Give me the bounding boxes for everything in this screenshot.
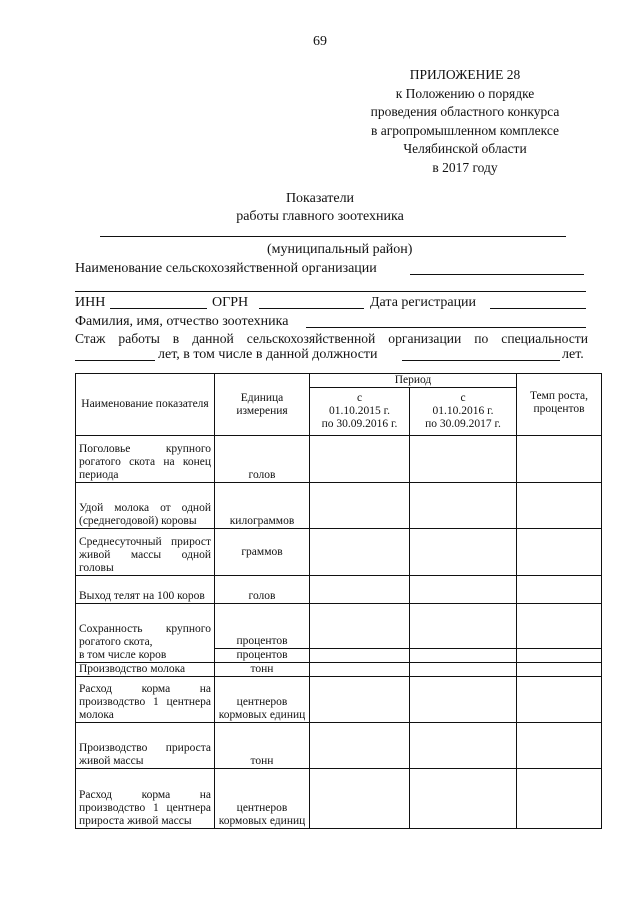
header-unit: Единица измерения	[215, 374, 310, 436]
value-cell[interactable]	[410, 436, 517, 483]
value-cell[interactable]	[410, 529, 517, 576]
row-unit: центнеров кормовых единиц	[215, 677, 310, 723]
title-line: Показатели	[285, 191, 355, 206]
value-cell[interactable]	[517, 663, 602, 677]
value-cell[interactable]	[517, 604, 602, 649]
value-cell[interactable]	[310, 483, 410, 529]
header-period: Период	[310, 374, 517, 388]
experience-end-label: лет.	[562, 347, 584, 362]
table-row	[76, 769, 602, 829]
table-row	[76, 649, 602, 663]
row-unit: центнеров кормовых единиц	[215, 769, 310, 829]
header-growth: Темп роста, процентов	[517, 374, 602, 436]
municipal-label: (муниципальный район)	[267, 242, 413, 257]
table-row	[76, 604, 602, 649]
appendix-block	[340, 66, 590, 177]
table-row	[76, 576, 602, 604]
value-cell[interactable]	[517, 769, 602, 829]
org-name-field-line2[interactable]	[75, 291, 586, 292]
row-name: Производство прироста живой массы	[76, 723, 215, 769]
value-cell[interactable]	[517, 529, 602, 576]
value-cell[interactable]	[517, 436, 602, 483]
row-name: Сохранность крупного рогатого скота,	[76, 604, 215, 649]
registration-date-label: Дата регистрации	[370, 295, 477, 310]
row-name: Расход корма на производство 1 центнера молока	[76, 677, 215, 723]
value-cell[interactable]	[410, 723, 517, 769]
municipal-blank-line[interactable]	[100, 236, 566, 237]
table-row	[76, 529, 602, 576]
appendix-line: ПРИЛОЖЕНИЕ 28	[409, 67, 521, 82]
header-period-2: с 01.10.2016 г. по 30.09.2017 г.	[410, 388, 517, 436]
appendix-line: к Положению о порядке	[395, 85, 535, 101]
table-row	[76, 677, 602, 723]
value-cell[interactable]	[517, 677, 602, 723]
value-cell[interactable]	[410, 576, 517, 604]
zootechnician-name-label: Фамилия, имя, отчество зоотехника	[75, 314, 289, 329]
indicators-table	[75, 373, 602, 829]
value-cell[interactable]	[310, 604, 410, 649]
value-cell[interactable]	[310, 723, 410, 769]
table-row	[76, 723, 602, 769]
row-name: Расход корма на производство 1 центнера прироста живой массы	[76, 769, 215, 829]
value-cell[interactable]	[310, 436, 410, 483]
value-cell[interactable]	[410, 604, 517, 649]
value-cell[interactable]	[517, 483, 602, 529]
row-unit: тонн	[215, 663, 310, 677]
appendix-line: в 2017 году	[432, 159, 498, 175]
appendix-line: Челябинской области	[403, 141, 527, 156]
org-name-label: Наименование сельскохозяйственной организации	[75, 261, 377, 276]
inn-field[interactable]	[110, 308, 207, 309]
table-row	[76, 663, 602, 677]
value-cell[interactable]	[310, 677, 410, 723]
value-cell[interactable]	[310, 649, 410, 663]
table-row	[76, 483, 602, 529]
value-cell[interactable]	[410, 483, 517, 529]
row-unit: процентов	[215, 604, 310, 649]
experience-position-field[interactable]	[402, 360, 560, 361]
value-cell[interactable]	[517, 723, 602, 769]
appendix-line: в агропромышленном комплексе	[370, 122, 560, 138]
value-cell[interactable]	[310, 663, 410, 677]
value-cell[interactable]	[410, 677, 517, 723]
value-cell[interactable]	[310, 769, 410, 829]
row-name: в том числе коров	[76, 649, 215, 663]
value-cell[interactable]	[517, 576, 602, 604]
value-cell[interactable]	[310, 576, 410, 604]
header-period-1: с 01.10.2015 г. по 30.09.2016 г.	[310, 388, 410, 436]
row-unit: тонн	[215, 723, 310, 769]
inn-label: ИНН	[75, 295, 106, 310]
experience-label: Стаж работы в данной сельскохозяйственной организации по специальности	[75, 331, 588, 346]
org-name-field[interactable]	[410, 274, 584, 275]
row-name: Выход телят на 100 коров	[76, 576, 215, 604]
document-title	[0, 190, 640, 226]
experience-years-label: лет, в том числе в данной должности	[158, 347, 378, 362]
value-cell[interactable]	[517, 649, 602, 663]
row-unit: граммов	[215, 529, 310, 576]
row-name: Среднесуточный прирост живой массы одной головы	[76, 529, 215, 576]
row-name: Удой молока от одной (среднегодовой) коровы	[76, 483, 215, 529]
value-cell[interactable]	[310, 529, 410, 576]
row-name: Производство молока	[76, 663, 215, 677]
page-number: 69	[313, 34, 327, 49]
registration-date-field[interactable]	[490, 308, 586, 309]
value-cell[interactable]	[410, 769, 517, 829]
row-unit: килограммов	[215, 483, 310, 529]
row-name: Поголовье крупного рогатого скота на конец периода	[76, 436, 215, 483]
appendix-line: проведения областного конкурса	[370, 104, 560, 119]
ogrn-label: ОГРН	[212, 295, 249, 310]
ogrn-field[interactable]	[259, 308, 364, 309]
row-unit: голов	[215, 436, 310, 483]
title-line: работы главного зоотехника	[236, 209, 404, 224]
row-unit: процентов	[215, 649, 310, 663]
header-name: Наименование показателя	[76, 374, 215, 436]
value-cell[interactable]	[410, 649, 517, 663]
experience-years-field[interactable]	[75, 360, 155, 361]
table-row	[76, 436, 602, 483]
value-cell[interactable]	[410, 663, 517, 677]
row-unit: голов	[215, 576, 310, 604]
zootechnician-name-field[interactable]	[306, 327, 586, 328]
